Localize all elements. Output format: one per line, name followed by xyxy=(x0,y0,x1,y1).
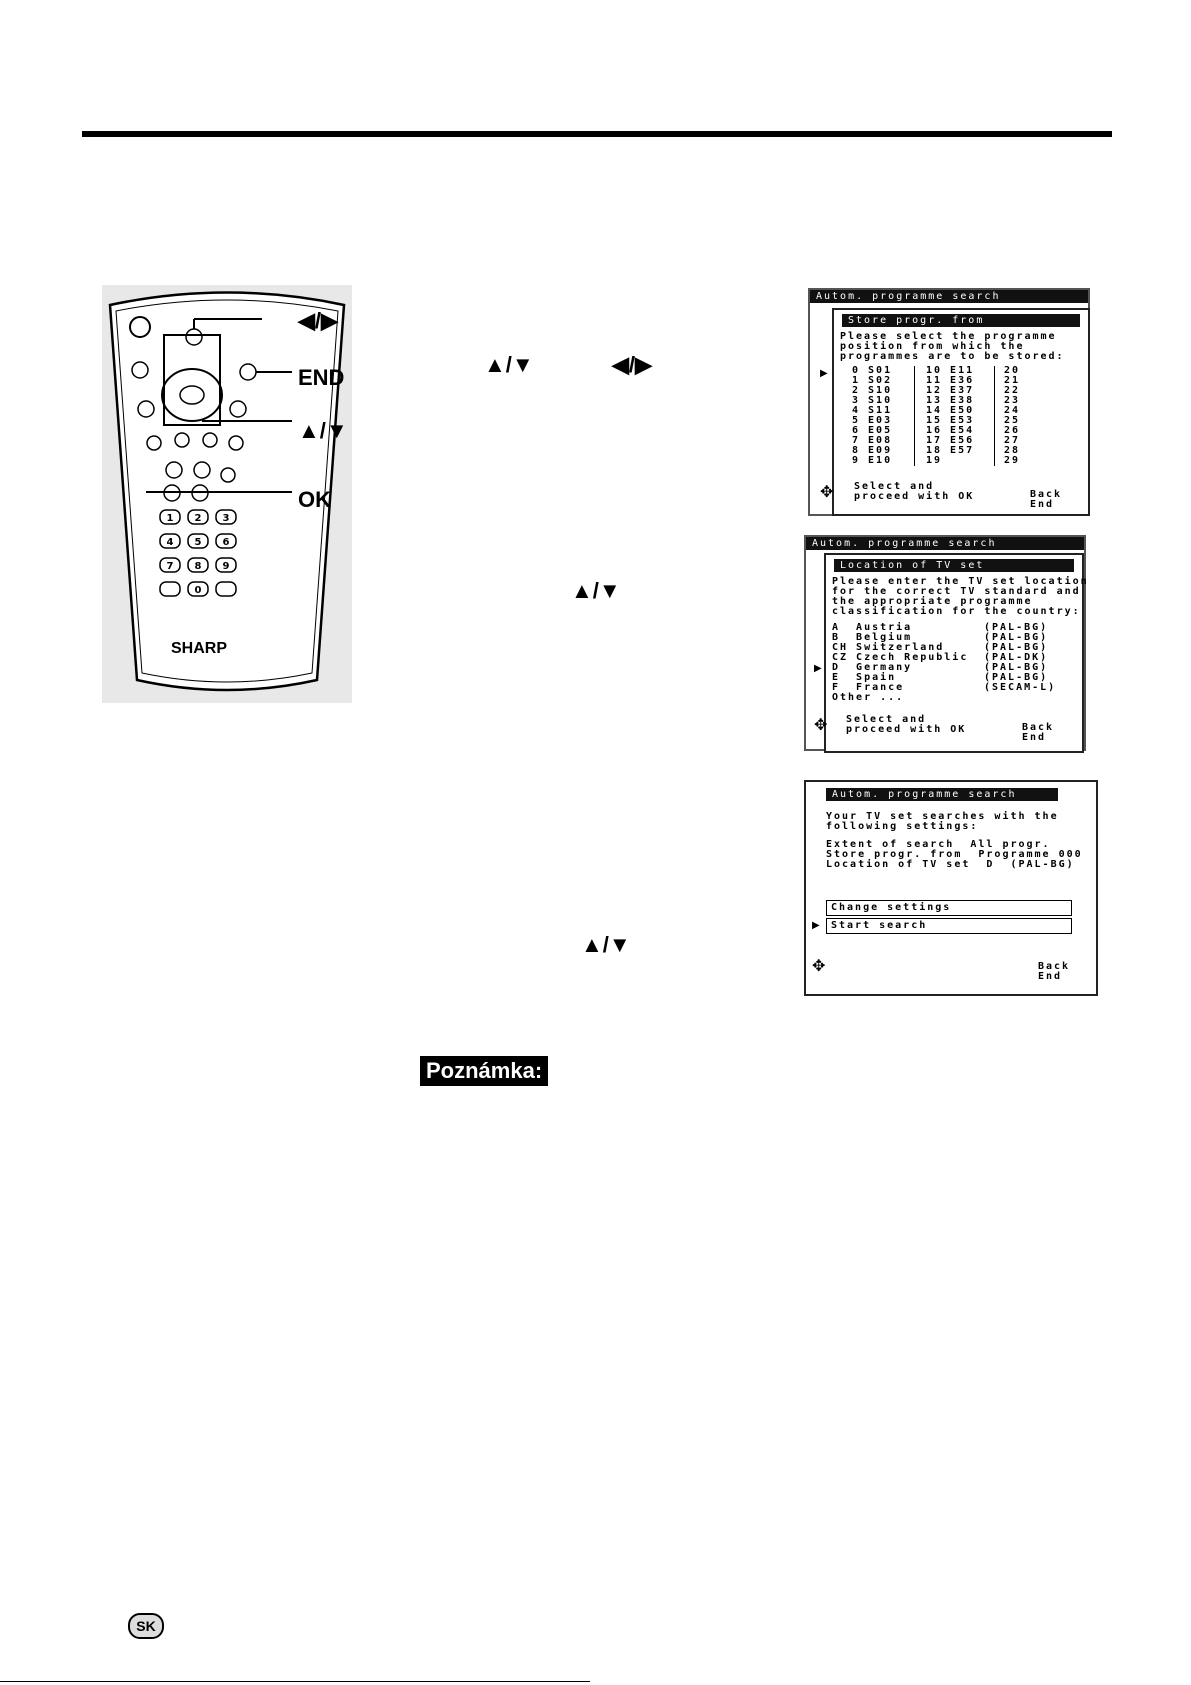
svg-text:5: 5 xyxy=(194,537,202,548)
selection-pointer-icon: ▶ xyxy=(820,368,828,379)
svg-text:3: 3 xyxy=(222,513,230,524)
osd-end-label: End xyxy=(1022,732,1047,743)
callout-up-down: ▲/▼ xyxy=(298,418,348,443)
dpad-icon: ✥ xyxy=(812,958,826,975)
language-badge: SK xyxy=(128,1613,164,1639)
osd-column-2: 10 E11 11 E36 12 E37 13 E38 14 E50 15 E53 16 E54 17 E56 18 E57 19 xyxy=(926,365,975,466)
divider xyxy=(914,366,915,466)
osd-screen-location xyxy=(804,535,1089,751)
svg-text:7: 7 xyxy=(166,561,174,572)
osd-back-title: Autom. programme search xyxy=(810,290,1088,303)
svg-text:9: 9 xyxy=(222,561,230,572)
step3-arrows-up-down: ▲/▼ xyxy=(581,932,631,957)
osd-back-label: Back xyxy=(1030,489,1063,500)
svg-text:1: 1 xyxy=(166,513,174,524)
dpad-icon: ✥ xyxy=(814,717,828,734)
divider xyxy=(994,366,995,466)
step2-arrows-up-down: ▲/▼ xyxy=(571,578,621,603)
svg-text:4: 4 xyxy=(166,537,174,548)
step1-arrows-up-down: ▲/▼ xyxy=(484,352,534,377)
callout-left-right: ◀/▶ xyxy=(298,308,338,333)
top-rule xyxy=(82,131,1112,137)
osd-standard-list: (PAL-BG) (PAL-BG) (PAL-BG) (PAL-DK) (PAL-BG) (PAL-BG) (SECAM-L) xyxy=(984,622,1057,693)
svg-text:6: 6 xyxy=(222,537,230,548)
step1-arrows-left-right: ◀/▶ xyxy=(612,352,652,377)
osd-settings-summary: Extent of search All progr. Store progr. from Programme 000 Location of TV set D (PAL-BG) xyxy=(826,839,1083,870)
osd-footer-hint: Select and proceed with OK xyxy=(854,481,975,502)
osd-back-label: Back xyxy=(1038,961,1071,972)
osd-intro: Your TV set searches with the following settings: xyxy=(826,811,1059,832)
osd-end-label: End xyxy=(1038,971,1063,982)
callout-ok: OK xyxy=(298,487,331,512)
bottom-rule xyxy=(0,1681,590,1682)
selection-pointer-icon: ▶ xyxy=(814,663,822,674)
change-settings-option[interactable]: Change settings xyxy=(826,900,1072,916)
osd-intro: Please enter the TV set location for the correct TV standard and the appropriate programme classification for the country: xyxy=(832,576,1089,617)
osd-end-label: End xyxy=(1030,499,1055,510)
svg-text:8: 8 xyxy=(194,561,202,572)
remote-brand-logo: SHARP xyxy=(170,640,228,657)
osd-intro: Please select the programme position from which the programmes are to be stored: xyxy=(840,331,1065,362)
svg-text:0: 0 xyxy=(194,585,202,596)
osd-screen-front-layer xyxy=(814,553,1089,753)
osd-country-list: A Austria B Belgium CH Switzerland CZ Czech Republic D Germany E Spain F France Other ... xyxy=(832,622,969,703)
osd-title: Location of TV set xyxy=(834,559,1074,572)
osd-screen-front-layer xyxy=(820,308,1090,516)
osd-column-3: 20 21 22 23 24 25 26 27 28 29 xyxy=(1004,365,1021,466)
dpad-icon: ✥ xyxy=(820,484,834,501)
osd-column-1: 0 S01 1 S02 2 S10 3 S10 4 S11 5 E03 6 E05 7 E08 8 E09 9 E10 xyxy=(852,365,893,466)
osd-screen-summary xyxy=(804,780,1098,996)
osd-back-label: Back xyxy=(1022,722,1055,733)
osd-title: Autom. programme search xyxy=(826,788,1058,801)
start-search-option[interactable]: Start search xyxy=(826,918,1072,934)
osd-footer-hint: Select and proceed with OK xyxy=(846,714,967,735)
selection-pointer-icon: ▶ xyxy=(812,920,820,931)
callout-end: END xyxy=(298,365,345,390)
osd-title: Store progr. from xyxy=(842,314,1080,327)
osd-screen-store-progr xyxy=(808,288,1090,516)
svg-text:2: 2 xyxy=(194,513,202,524)
note-label: Poznámka: xyxy=(420,1056,548,1086)
osd-back-title: Autom. programme search xyxy=(806,537,1084,550)
